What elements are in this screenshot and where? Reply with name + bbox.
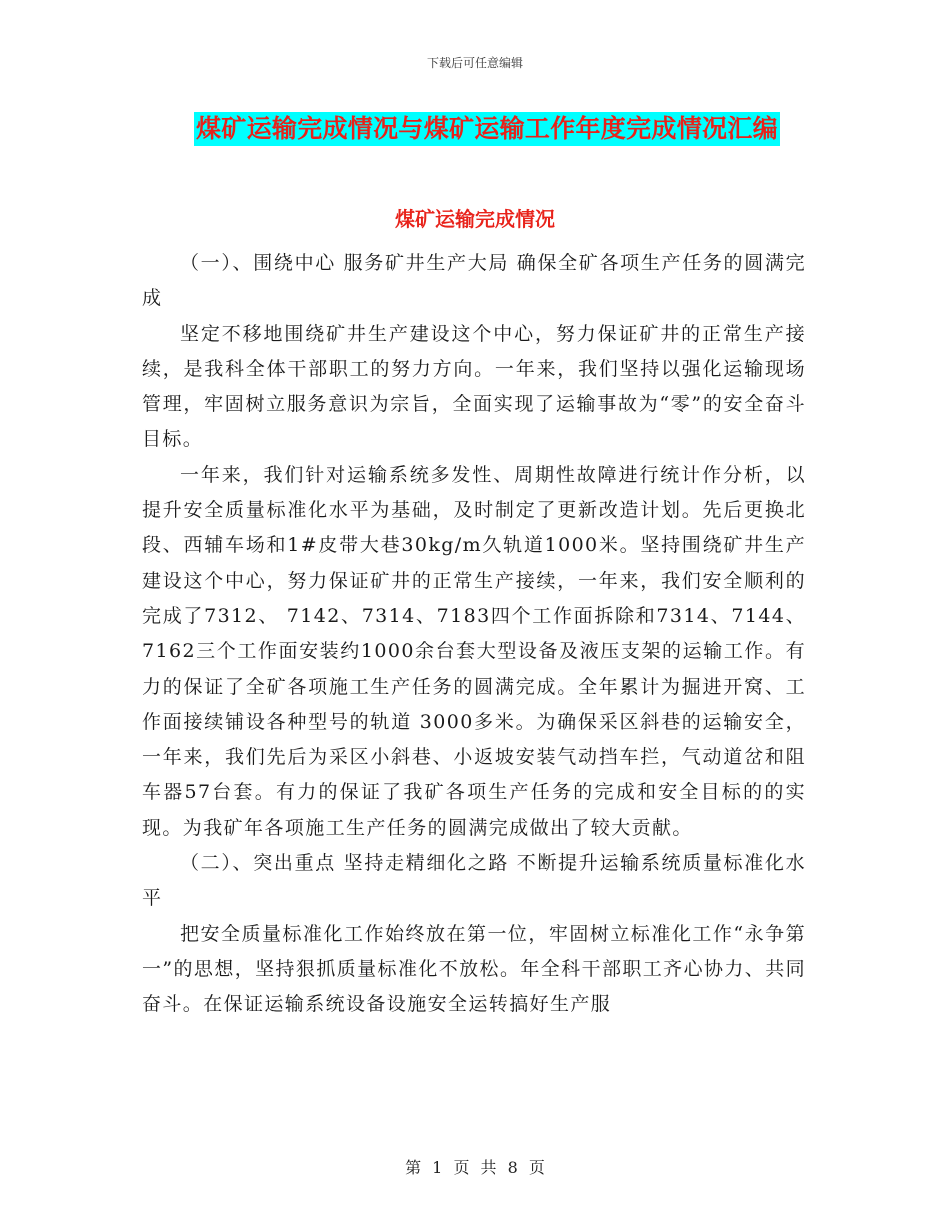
page-number-footer: 第 1 页 共 8 页 [405,1158,545,1177]
document-body [142,246,806,1023]
paragraph: 坚定不移地围绕矿井生产建设这个中心，努力保证矿井的正常生产接续，是我科全体干部职工的努力方向。一年来，我们坚持以强化运输现场管理，牢固树立服务意识为宗旨，全面实现了运输事故为“零”的安全奋斗目标。 [142,322,806,451]
section-title: 煤矿运输完成情况 [395,207,555,231]
document-main-title: 煤矿运输完成情况与煤矿运输工作年度完成情况汇编 [194,112,780,146]
page-header-note: 下载后可任意编辑 [426,56,523,70]
paragraph: 一年来，我们针对运输系统多发性、周期性故障进行统计作分析，以提升安全质量标准化水平为基础，及时制定了更新改造计划。先后更换北段、西辅车场和1#皮带大巷30kg/m久轨道1000米。坚持围绕矿井生产建设这个中心，努力保证矿井的正常生产接续，一年来，我们安全顺利的完成了7312、 7142、7314、7183四个工作面拆除和7314、7144、7162三个工作面安装约1000余台套大型设备及液压支架的运输工作。有力的保证了全矿各项施工生产任务的圆满完成。全年累计为掘进开窝、工作面接续铺设各种型号的轨道 3000多米。为确保采区斜巷的运输安全，一年来，我们先后为采区小斜巷、小返坡安装气动挡车拦，气动道岔和阻车器57台套。有力的保证了我矿各项生产任务的完成和安全目标的的实现。为我矿年各项施工生产任务的圆满完成做出了较大贡献。 [142,463,806,839]
paragraph-heading-1: （一）、围绕中心 服务矿井生产大局 确保全矿各项生产任务的圆满完成 [142,252,806,310]
paragraph-heading-2: （二）、突出重点 坚持走精细化之路 不断提升运输系统质量标准化水平 [142,852,806,910]
paragraph: 把安全质量标准化工作始终放在第一位，牢固树立标准化工作“永争第一”的思想，坚持狠抓质量标准化不放松。年全科干部职工齐心协力、共同奋斗。在保证运输系统设备设施安全运转搞好生产服 [142,922,806,1016]
